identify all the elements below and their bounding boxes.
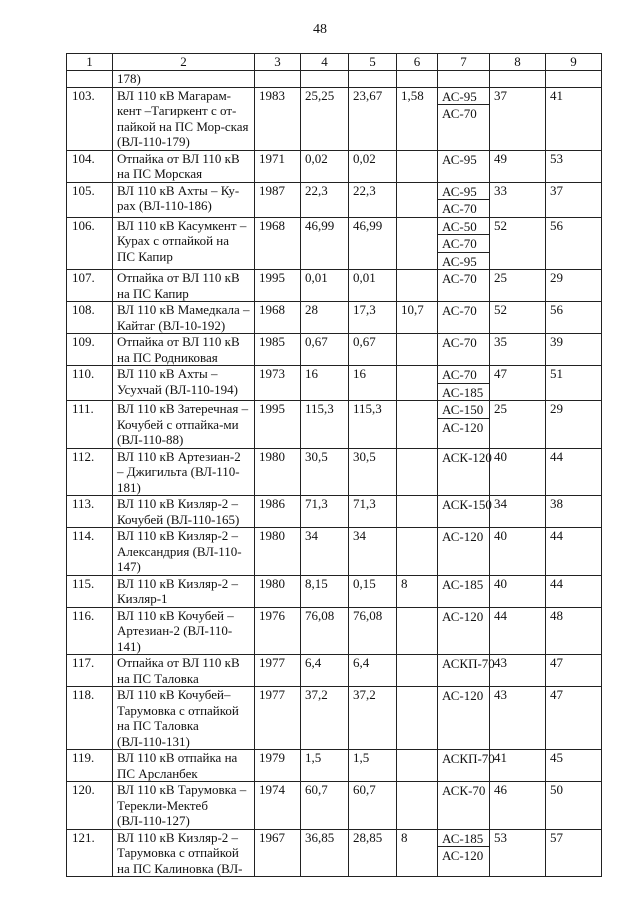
line-name: ВЛ 110 кВ Кочубей– Тарумовка с отпайкой на ПС Таловка (ВЛ-110-131) <box>113 687 255 750</box>
table-row <box>67 575 602 607</box>
row-number: 114. <box>67 528 113 576</box>
row-number: 107. <box>67 270 113 302</box>
column-header: 8 <box>490 54 546 71</box>
line-name: ВЛ 110 кВ Кочубей – Артезиан-2 (ВЛ-110-141) <box>113 607 255 655</box>
conductor-type <box>438 782 490 830</box>
table-row <box>67 829 602 877</box>
table-row <box>67 401 602 449</box>
value-col9: 37 <box>546 182 602 217</box>
value-col9: 44 <box>546 575 602 607</box>
length-total: 115,3 <box>301 401 349 449</box>
line-name: ВЛ 110 кВ Кизляр-2 – Александрия (ВЛ-110-147) <box>113 528 255 576</box>
value-col8: 53 <box>490 829 546 877</box>
conductor-type <box>438 829 490 877</box>
length-col5: 16 <box>349 366 397 401</box>
length-total: 37,2 <box>301 687 349 750</box>
line-name: ВЛ 110 кВ Касумкент – Курах с отпайкой на ПС Капир <box>113 217 255 270</box>
conductor-type-entry: АС-120 <box>438 846 489 864</box>
line-name: ВЛ 110 кВ Тарумовка – Терекли-Мектеб (ВЛ-110-127) <box>113 782 255 830</box>
row-number: 105. <box>67 182 113 217</box>
column-header: 6 <box>397 54 438 71</box>
table-row <box>67 182 602 217</box>
length-col5: 22,3 <box>349 182 397 217</box>
conductor-type-entry: АСК-120 <box>442 449 492 465</box>
column-header: 4 <box>301 54 349 71</box>
value-col9: 47 <box>546 655 602 687</box>
value-col9: 41 <box>546 87 602 150</box>
length-total: 36,85 <box>301 829 349 877</box>
length-total: 28 <box>301 302 349 334</box>
year-cell: 1983 <box>255 87 301 150</box>
table-row <box>67 750 602 782</box>
value-col8: 37 <box>490 87 546 150</box>
length-col6 <box>397 448 438 496</box>
conductor-type-entry: АС-95 <box>442 151 477 167</box>
value-col8: 40 <box>490 528 546 576</box>
length-col5: 0,02 <box>349 150 397 182</box>
length-col6 <box>397 687 438 750</box>
value-col9 <box>546 70 602 87</box>
line-name: ВЛ 110 кВ Кизляр-2 – Кизляр-1 <box>113 575 255 607</box>
year-cell: 1986 <box>255 496 301 528</box>
length-col5: 1,5 <box>349 750 397 782</box>
conductor-type-entry <box>438 71 489 87</box>
column-header: 7 <box>438 54 490 71</box>
length-total: 34 <box>301 528 349 576</box>
year-cell: 1980 <box>255 448 301 496</box>
conductor-type-entry: АС-185 <box>442 830 484 846</box>
length-total: 8,15 <box>301 575 349 607</box>
conductor-type-entry: АС-95 <box>438 252 489 270</box>
conductor-type <box>438 655 495 687</box>
row-number: 119. <box>67 750 113 782</box>
row-number: 117. <box>67 655 113 687</box>
length-col5: 6,4 <box>349 655 397 687</box>
year-cell: 1976 <box>255 607 301 655</box>
value-col8: 47 <box>490 366 546 401</box>
row-number: 104. <box>67 150 113 182</box>
length-total: 6,4 <box>301 655 349 687</box>
conductor-type-entry: АС-120 <box>438 418 489 436</box>
conductor-type <box>438 366 490 401</box>
line-name: Отпайка от ВЛ 110 кВ на ПС Таловка <box>113 655 255 687</box>
year-cell: 1968 <box>255 302 301 334</box>
length-col5: 0,01 <box>349 270 397 302</box>
conductor-type-entry: АС-70 <box>442 303 477 318</box>
length-col5: 23,67 <box>349 87 397 150</box>
table-row <box>67 782 602 830</box>
table-row <box>67 150 602 182</box>
length-col6 <box>397 334 438 366</box>
length-col6: 8 <box>397 575 438 607</box>
value-col9: 56 <box>546 217 602 270</box>
value-col8: 46 <box>490 782 546 830</box>
conductor-type-entry: АС-120 <box>442 608 484 624</box>
line-name: ВЛ 110 кВ Магарам-кент –Тагиркент с от-пайкой на ПС Мор-ская (ВЛ-110-179) <box>113 87 255 150</box>
conductor-type <box>438 496 490 528</box>
value-col9: 51 <box>546 366 602 401</box>
line-name: ВЛ 110 кВ Затеречная – Кочубей с отпайка-ми (ВЛ-110-88) <box>113 401 255 449</box>
conductor-type-entry: АСК-70 <box>442 783 486 798</box>
value-col8: 52 <box>490 217 546 270</box>
conductor-type <box>438 70 490 87</box>
length-total: 0,67 <box>301 334 349 366</box>
value-col8: 43 <box>490 655 546 687</box>
conductor-type <box>438 217 490 270</box>
conductor-type-entry: АС-150 <box>442 402 484 417</box>
table-row <box>67 496 602 528</box>
value-col8: 40 <box>490 448 546 496</box>
conductor-type-entry: АС-70 <box>438 104 489 122</box>
value-col8: 33 <box>490 182 546 217</box>
row-number: 108. <box>67 302 113 334</box>
conductor-type-entry: АС-95 <box>442 183 477 199</box>
line-name: ВЛ 110 кВ Ахты – Ку-рах (ВЛ-110-186) <box>113 182 255 217</box>
year-cell: 1977 <box>255 655 301 687</box>
line-name: ВЛ 110 кВ Артезиан-2 – Джигильта (ВЛ-110-181) <box>113 448 255 496</box>
line-name: ВЛ 110 кВ отпайка на ПС Арсланбек <box>113 750 255 782</box>
value-col8: 35 <box>490 334 546 366</box>
table-row <box>67 687 602 750</box>
conductor-type-entry: АС-70 <box>442 367 477 382</box>
table-row <box>67 334 602 366</box>
value-col8: 25 <box>490 401 546 449</box>
value-col9: 50 <box>546 782 602 830</box>
conductor-type-entry: АСКП-70 <box>442 751 495 766</box>
year-cell: 1971 <box>255 150 301 182</box>
length-total: 30,5 <box>301 448 349 496</box>
value-col9: 39 <box>546 334 602 366</box>
conductor-type <box>438 401 490 449</box>
length-col6 <box>397 528 438 576</box>
year-cell: 1987 <box>255 182 301 217</box>
table-row <box>67 366 602 401</box>
row-number: 115. <box>67 575 113 607</box>
value-col9: 56 <box>546 302 602 334</box>
value-col9: 29 <box>546 270 602 302</box>
value-col8: 25 <box>490 270 546 302</box>
conductor-type <box>438 750 495 782</box>
value-col8: 40 <box>490 575 546 607</box>
length-col5: 71,3 <box>349 496 397 528</box>
conductor-type <box>438 150 490 182</box>
year-cell: 1985 <box>255 334 301 366</box>
table-body <box>67 70 602 877</box>
conductor-type <box>438 334 490 366</box>
page-number: 48 <box>313 22 327 37</box>
value-col9: 45 <box>546 750 602 782</box>
row-number: 121. <box>67 829 113 877</box>
length-col6 <box>397 655 438 687</box>
table-row <box>67 302 602 334</box>
length-col6 <box>397 270 438 302</box>
year-cell: 1979 <box>255 750 301 782</box>
length-col6 <box>397 750 438 782</box>
table-header-row <box>67 54 602 71</box>
value-col8: 43 <box>490 687 546 750</box>
length-total: 1,5 <box>301 750 349 782</box>
conductor-type-entry: АС-95 <box>442 88 477 104</box>
conductor-type <box>438 687 490 750</box>
length-total: 0,02 <box>301 150 349 182</box>
conductor-type-entry: АС-185 <box>438 383 489 401</box>
column-header: 2 <box>113 54 255 71</box>
length-total <box>301 70 349 87</box>
length-col6: 1,58 <box>397 87 438 150</box>
length-total: 46,99 <box>301 217 349 270</box>
length-col5: 34 <box>349 528 397 576</box>
line-name: ВЛ 110 кВ Ахты – Усухчай (ВЛ-110-194) <box>113 366 255 401</box>
length-total: 71,3 <box>301 496 349 528</box>
length-col6 <box>397 401 438 449</box>
conductor-type <box>438 607 490 655</box>
length-total: 25,25 <box>301 87 349 150</box>
length-col6 <box>397 150 438 182</box>
conductor-type <box>438 182 490 217</box>
line-name: Отпайка от ВЛ 110 кВ на ПС Капир <box>113 270 255 302</box>
table-row <box>67 70 602 87</box>
conductor-type-entry: АС-185 <box>442 576 484 592</box>
column-header: 9 <box>546 54 602 71</box>
conductor-type <box>438 270 490 302</box>
year-cell: 1995 <box>255 270 301 302</box>
length-col5: 46,99 <box>349 217 397 270</box>
power-lines-table <box>66 53 602 877</box>
value-col8: 41 <box>490 750 546 782</box>
length-total: 0,01 <box>301 270 349 302</box>
line-name: ВЛ 110 кВ Кизляр-2 – Кочубей (ВЛ-110-165) <box>113 496 255 528</box>
value-col8: 44 <box>490 607 546 655</box>
conductor-type <box>438 302 490 334</box>
line-name: ВЛ 110 кВ Кизляр-2 – Тарумовка с отпайкой на ПС Калиновка (ВЛ- <box>113 829 255 877</box>
length-col5: 28,85 <box>349 829 397 877</box>
conductor-type-entry: АСК-150 <box>442 497 492 512</box>
length-col5: 0,67 <box>349 334 397 366</box>
conductor-type <box>438 87 490 150</box>
table-row <box>67 217 602 270</box>
length-col6 <box>397 782 438 830</box>
length-col5: 0,15 <box>349 575 397 607</box>
conductor-type-entry: АС-70 <box>442 335 477 350</box>
table-row <box>67 607 602 655</box>
year-cell: 1967 <box>255 829 301 877</box>
value-col8: 34 <box>490 496 546 528</box>
row-number: 109. <box>67 334 113 366</box>
row-number: 103. <box>67 87 113 150</box>
row-number: 120. <box>67 782 113 830</box>
line-name: ВЛ 110 кВ Мамедкала – Кайтаг (ВЛ-10-192) <box>113 302 255 334</box>
conductor-type <box>438 448 490 496</box>
length-col5: 76,08 <box>349 607 397 655</box>
line-name: Отпайка от ВЛ 110 кВ на ПС Морская <box>113 150 255 182</box>
conductor-type <box>438 528 490 576</box>
length-total: 60,7 <box>301 782 349 830</box>
length-total: 76,08 <box>301 607 349 655</box>
length-col5: 115,3 <box>349 401 397 449</box>
conductor-type-entry: АСКП-70 <box>442 656 495 671</box>
conductor-type-entry: АС-70 <box>442 271 477 286</box>
value-col9: 53 <box>546 150 602 182</box>
conductor-type-entry: АС-50 <box>442 218 477 234</box>
year-cell <box>255 70 301 87</box>
table-row <box>67 448 602 496</box>
length-col5 <box>349 70 397 87</box>
column-header: 3 <box>255 54 301 71</box>
row-number: 110. <box>67 366 113 401</box>
row-number: 118. <box>67 687 113 750</box>
length-total: 16 <box>301 366 349 401</box>
year-cell: 1980 <box>255 575 301 607</box>
value-col8: 52 <box>490 302 546 334</box>
row-number <box>67 70 113 87</box>
length-col6 <box>397 366 438 401</box>
length-col6 <box>397 496 438 528</box>
year-cell: 1974 <box>255 782 301 830</box>
length-col6 <box>397 70 438 87</box>
length-col6: 8 <box>397 829 438 877</box>
conductor-type-entry: АС-120 <box>442 688 484 703</box>
year-cell: 1977 <box>255 687 301 750</box>
row-number: 112. <box>67 448 113 496</box>
value-col9: 38 <box>546 496 602 528</box>
length-col6 <box>397 217 438 270</box>
length-col5: 60,7 <box>349 782 397 830</box>
conductor-type-entry: АС-70 <box>438 234 489 252</box>
value-col9: 29 <box>546 401 602 449</box>
row-number: 113. <box>67 496 113 528</box>
length-col5: 30,5 <box>349 448 397 496</box>
value-col9: 47 <box>546 687 602 750</box>
length-col5: 37,2 <box>349 687 397 750</box>
year-cell: 1973 <box>255 366 301 401</box>
column-header: 1 <box>67 54 113 71</box>
row-number: 116. <box>67 607 113 655</box>
line-name: 178) <box>113 70 255 87</box>
value-col8: 49 <box>490 150 546 182</box>
conductor-type-entry: АС-120 <box>442 529 484 544</box>
table-row <box>67 270 602 302</box>
conductor-type <box>438 575 490 607</box>
table-row <box>67 528 602 576</box>
value-col8 <box>490 70 546 87</box>
table-row <box>67 655 602 687</box>
row-number: 106. <box>67 217 113 270</box>
length-col6: 10,7 <box>397 302 438 334</box>
length-total: 22,3 <box>301 182 349 217</box>
year-cell: 1980 <box>255 528 301 576</box>
table-row <box>67 87 602 150</box>
value-col9: 44 <box>546 448 602 496</box>
line-name: Отпайка от ВЛ 110 кВ на ПС Родниковая <box>113 334 255 366</box>
year-cell: 1995 <box>255 401 301 449</box>
year-cell: 1968 <box>255 217 301 270</box>
length-col6 <box>397 607 438 655</box>
column-header: 5 <box>349 54 397 71</box>
value-col9: 44 <box>546 528 602 576</box>
row-number: 111. <box>67 401 113 449</box>
length-col5: 17,3 <box>349 302 397 334</box>
value-col9: 57 <box>546 829 602 877</box>
value-col9: 48 <box>546 607 602 655</box>
conductor-type-entry: АС-70 <box>438 199 489 217</box>
length-col6 <box>397 182 438 217</box>
